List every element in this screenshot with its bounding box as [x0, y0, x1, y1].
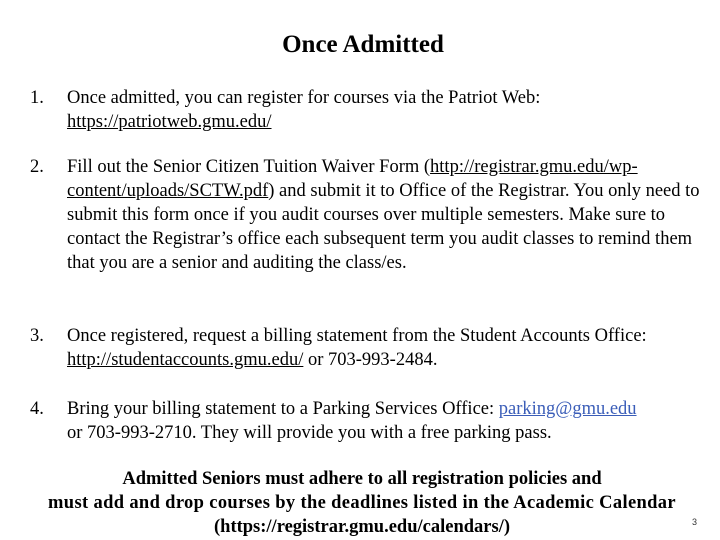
- waiver-form-link[interactable]: http://registrar.gmu.edu/wp-: [430, 157, 638, 177]
- footer-line-1: Admitted Seniors must adhere to all registration policies and: [122, 469, 602, 489]
- item-body: [67, 324, 707, 372]
- item-text: Once registered, request a billing statement from the Student Accounts Office:: [67, 326, 647, 346]
- item-text: Fill out the Senior Citizen Tuition Waiver Form (: [67, 157, 431, 177]
- footer-line-3: (https://registrar.gmu.edu/calendars/): [214, 517, 510, 537]
- item-text-after: or 703-993-2484.: [303, 350, 438, 370]
- item-text: Bring your billing statement to a Parking Services Office:: [67, 399, 499, 419]
- item-number: 4.: [30, 399, 44, 419]
- student-accounts-link[interactable]: http://studentaccounts.gmu.edu/: [67, 350, 304, 370]
- patriot-web-link[interactable]: https://patriotweb.gmu.edu/: [67, 112, 272, 132]
- item-text-after: or 703-993-2710. They will provide you with a free parking pass.: [67, 423, 552, 443]
- item-number: 3.: [30, 326, 44, 346]
- waiver-form-link-continued[interactable]: content/uploads/SCTW.pdf: [67, 181, 269, 201]
- footer-note: [0, 467, 720, 539]
- page-title: Once Admitted: [282, 31, 444, 58]
- item-text: Once admitted, you can register for courses via the Patriot Web:: [67, 88, 541, 108]
- footer-line-2: must add and drop courses by the deadlines listed in the Academic Calendar: [48, 493, 676, 513]
- item-number: 1.: [30, 88, 44, 108]
- page-number: 3: [692, 517, 698, 527]
- item-body: [67, 86, 707, 134]
- item-body: [67, 397, 707, 445]
- item-text-after: ) and submit it to Office of the Registrar. You only need to submit this form once if you audit courses over multiple semesters. Make sure to contact the Registrar’s office each subsequent term you audit classes to remind them that you are a senior and auditing the class/es.: [67, 181, 700, 273]
- parking-email-link[interactable]: parking@gmu.edu: [498, 399, 637, 419]
- item-body: [67, 155, 707, 275]
- item-number: 2.: [30, 157, 44, 177]
